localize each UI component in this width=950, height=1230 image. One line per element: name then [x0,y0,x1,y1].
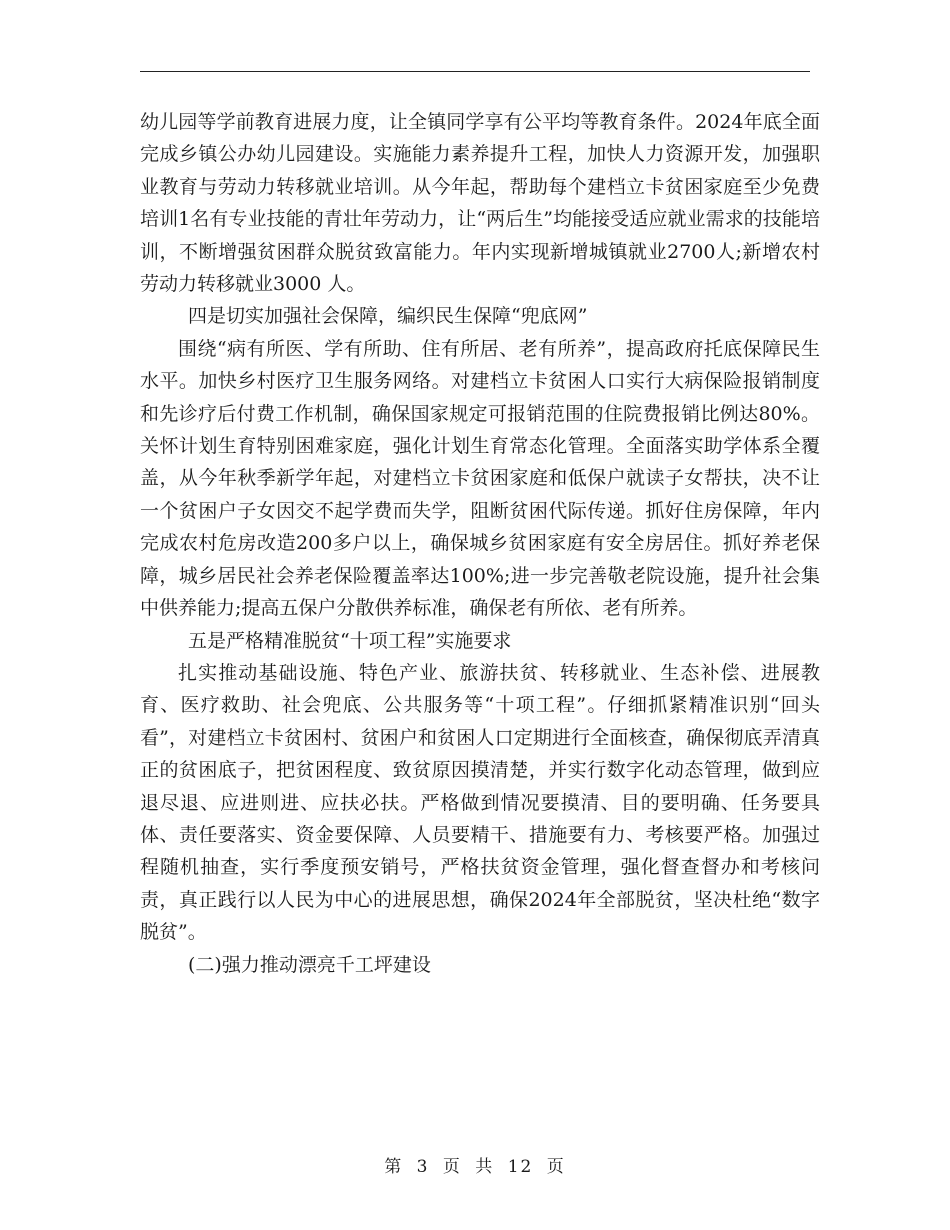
page-footer: 第 3 页 共 12 页 [384,1157,566,1177]
paragraph-continued-education: 幼儿园等学前教育进展力度，让全镇同学享有公平均等教育条件。2024年底全面完成乡镇公办幼儿园建设。实施能力素养提升工程，加快人力资源开发，加强职业教育与劳动力转移就业培训。从今年起，帮助每个建档立卡贫困家庭至少免费培训1名有专业技能的青壮年劳动力，让“两后生”均能接受适应就业需求的技能培训，不断增强贫困群众脱贫致富能力。年内实现新增城镇就业2700人;新增农村劳动力转移就业3000 人。 [140,111,820,296]
document-body [140,106,820,981]
heading-section-two: (二)强力推动漂亮千工坪建设 [188,953,431,976]
paragraph-ten-projects: 扎实推动基础设施、特色产业、旅游扶贫、转移就业、生态补偿、进展教育、医疗救助、社会兜底、公共服务等“十项工程”。仔细抓紧精准识别“回头看”，对建档立卡贫困村、贫困户和贫困人口定期进行全面核查，确保彻底弄清真正的贫困底子，把贫困程度、致贫原因摸清楚，并实行数字化动态管理，做到应退尽退、应进则进、应扶必扶。严格做到情况要摸清、目的要明确、任务要具体、责任要落实、资金要保障、人员要精干、措施要有力、考核要严格。加强过程随机抽查，实行季度预安销号，严格扶贫资金管理，强化督查督办和考核问责，真正践行以人民为中心的进展思想，确保2024年全部脱贫，坚决杜绝“数字脱贫”。 [140,661,820,944]
header-rule [140,71,810,72]
paragraph-social-security: 围绕“病有所医、学有所助、住有所居、老有所养”，提高政府托底保障民生水平。加快乡村医疗卫生服务网络。对建档立卡贫困人口实行大病保险报销制度和先诊疗后付费工作机制，确保国家规定可报销范围的住院费报销比例达80%。关怀计划生育特别困难家庭，强化计划生育常态化管理。全面落实助学体系全覆盖，从今年秋季新学年起，对建档立卡贫困家庭和低保户就读子女帮扶，决不让一个贫困户子女因交不起学费而失学，阻断贫困代际传递。抓好住房保障，年内完成农村危房改造200多户以上，确保城乡贫困家庭有安全房居住。抓好养老保障，城乡居民社会养老保险覆盖率达100%;进一步完善敬老院设施，提升社会集中供养能力;提高五保户分散供养标准，确保老有所依、老有所养。 [140,337,820,620]
heading-social-security: 四是切实加强社会保障，编织民生保障“兜底网” [188,305,588,328]
heading-ten-projects: 五是严格精准脱贫“十项工程”实施要求 [188,629,512,652]
